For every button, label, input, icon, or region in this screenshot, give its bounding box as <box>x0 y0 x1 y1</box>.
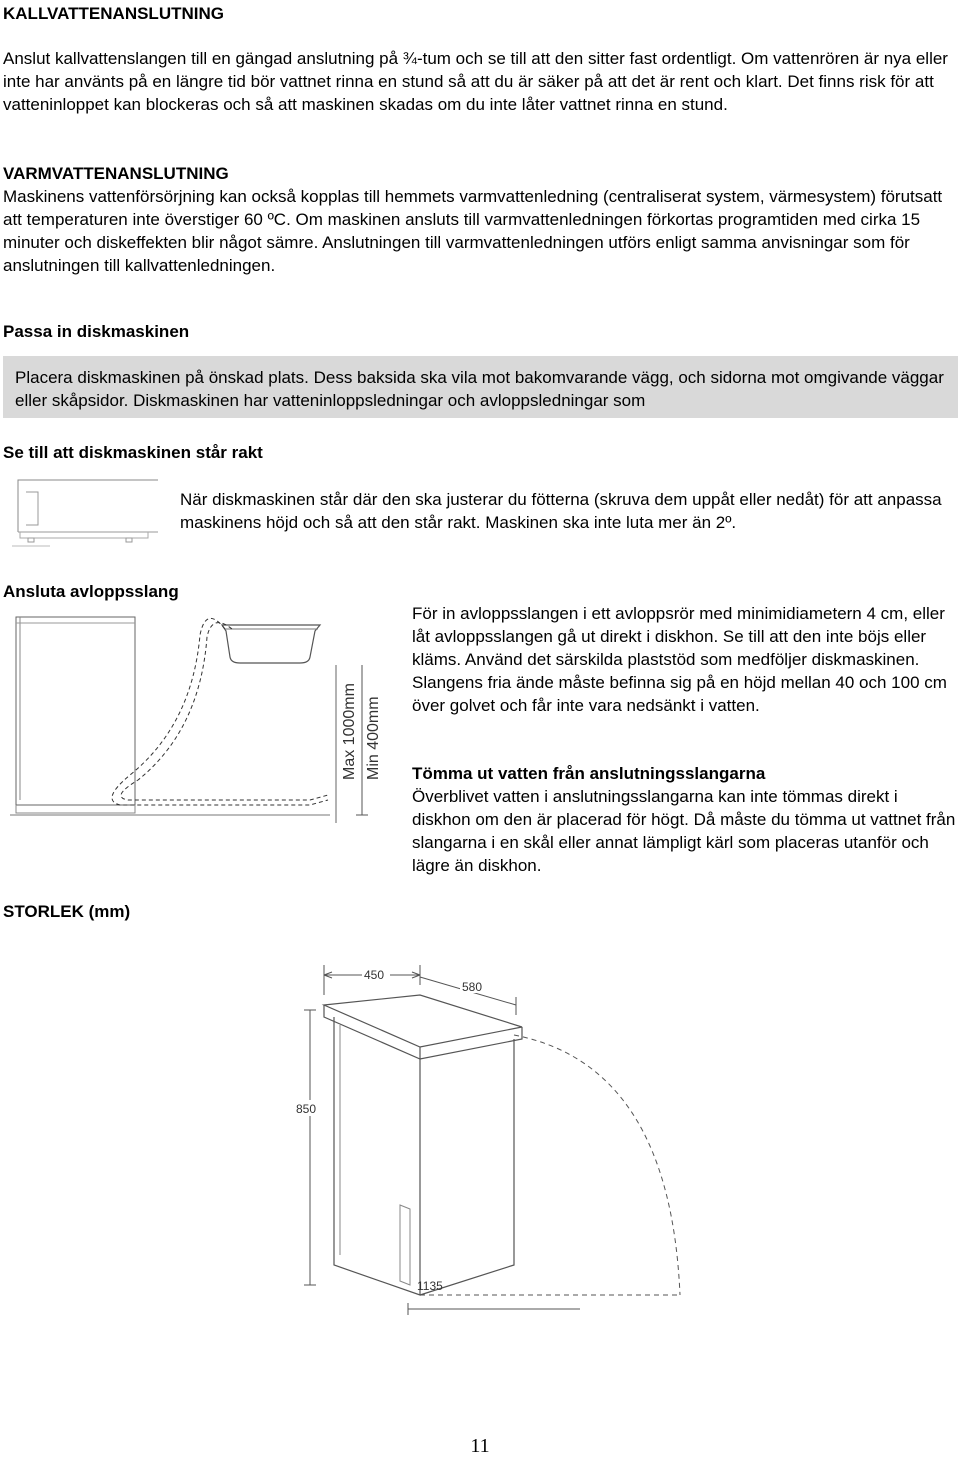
empty-hoses-paragraph: Överblivet vatten i anslutningsslangarna kan inte tömmas direkt i diskhon om den är placerad för högt. Då måste du tömma ut vattnet från slangarna i en skål eller annat lämpligt kärl som placeras utanför och lägre än diskhon. <box>412 787 956 875</box>
cold-water-paragraph: Anslut kallvattenslangen till en gängad anslutning på ¾-tum och se till att den sitter fast ordentligt. Om vattenrören är nya eller inte har använts på en längre tid bör vattnet rinna en stund så att du är säker på att det är rent och klart. Det finns risk för att vatteninloppet kan blockeras och så att maskinen skadas om du inte låter vattnet rinna en stund. <box>3 49 948 114</box>
min-height-label: Min 400mm <box>365 696 382 780</box>
hot-water-heading: VARMVATTENANSLUTNING <box>3 164 229 183</box>
drain-hose-illustration <box>10 605 390 830</box>
height-label: 850 <box>296 1102 317 1116</box>
empty-hoses-heading: Tömma ut vatten från anslutningsslangarna <box>412 764 766 783</box>
size-heading: STORLEK (mm) <box>3 902 131 921</box>
fit-heading: Passa in diskmaskinen <box>3 322 190 341</box>
level-machine-illustration <box>8 470 168 560</box>
hot-water-paragraph: Maskinens vattenförsörjning kan också kopplas till hemmets varmvattenledning (centraliserat system, värmesystem) förutsatt att temperaturen inte överstiger 60 ºC. Om maskinen ansluts till varmvattenledningen förkortas programtiden med cirka 15 minuter och diskeffekten blir något sämre. Anslutningen till varmvattenledningen utförs enligt samma anvisningar som för anslutningen till kallvattenledningen. <box>3 187 943 275</box>
cold-water-heading: KALLVATTENANSLUTNING <box>3 4 224 23</box>
level-heading: Se till att diskmaskinen står rakt <box>3 443 263 462</box>
page-number: 11 <box>470 1435 490 1457</box>
fit-paragraph: Placera diskmaskinen på önskad plats. Dess baksida ska vila mot bakomvarande vägg, och sidorna mot omgivande väggar eller skåpsidor. Diskmaskinen har vatteninloppsledningar och avloppsledningar som <box>15 368 944 410</box>
max-height-label: Max 1000mm <box>341 683 358 780</box>
door-open-depth-label: 1135 <box>417 1279 443 1293</box>
width-label: 450 <box>364 968 385 982</box>
drain-heading: Ansluta avloppsslang <box>3 582 179 601</box>
level-paragraph: När diskmaskinen står där den ska justerar du fötterna (skruva dem uppåt eller nedåt) för att anpassa maskinens höjd och så att den står rakt. Maskinen ska inte luta mer än 2º. <box>180 490 942 532</box>
drain-paragraph: För in avloppsslangen i ett avloppsrör med minimidiametern 4 cm, eller låt avloppsslangen gå ut direkt i diskhon. Se till att den inte böjs eller kläms. Använd det särskilda plaststöd som medföljer diskmaskinen. Slangens fria ände måste befinna sig på en höjd mellan 40 och 100 cm över golvet och får inte vara nedsänkt i vatten. <box>412 604 947 715</box>
depth-label: 580 <box>462 980 483 994</box>
fit-highlight-box <box>3 356 958 418</box>
dimensions-illustration <box>280 955 700 1315</box>
